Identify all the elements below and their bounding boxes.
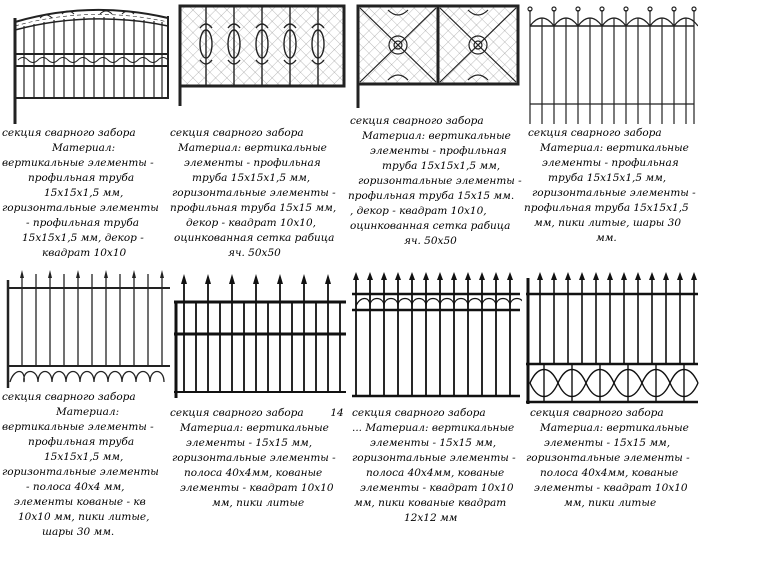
caption-line: 15х15х1,5 мм, [44,187,124,199]
caption-line: шары 30 мм. [42,526,115,538]
caption-line: оцинкованная сетка рабица [350,220,511,232]
caption-line: Материал: [52,142,116,154]
caption-line: Материал: вертикальные [180,422,329,434]
caption-line: , декор - квадрат 10х10, [350,205,487,217]
fence-6-drawing [172,272,348,400]
caption-line: вертикальные элементы - [2,157,154,169]
caption-line: квадрат 10х10 [42,247,127,259]
fence-1-drawing [10,4,172,126]
caption-line: секция сварного забора [530,407,664,419]
caption-line: вертикальные элементы - [2,421,154,433]
caption-line: элементы - квадрат 10х10 [534,482,688,494]
caption-line: Материал: вертикальные [540,422,689,434]
caption-line: декор - квадрат 10х10, [186,217,316,229]
caption-line: горизонтальные элементы - [352,452,516,464]
caption-line: Материал: вертикальные [362,130,511,142]
caption-line: горизонтальные элементы - [172,187,336,199]
fence-7-drawing [350,272,522,400]
fence-2-drawing [176,4,348,108]
caption-line: профильная труба 15х15 мм, [170,202,337,214]
fence-8-drawing [524,272,700,406]
fence-1-caption [2,126,170,261]
caption-line: секция сварного забора [170,127,304,139]
caption-line: секция сварного забора [2,391,136,403]
caption-line: элементы - 15х15 мм, [544,437,671,449]
caption-line: мм, пики литые [564,497,657,509]
caption-line: горизонтальные элементы [2,202,159,214]
caption-line: яч. 50х50 [404,235,457,247]
fence-5-drawing [4,270,172,392]
caption-line: мм, пики литые, шары 30 [534,217,682,229]
fence-2-caption [170,126,350,261]
caption-line: Материал: вертикальные [540,142,689,154]
caption-line: элементы кованые - кв [14,496,146,508]
caption-line: секция сварного забора [528,127,662,139]
caption-line: - профильная труба [26,217,139,229]
fence-4-drawing [522,4,698,126]
caption-line: горизонтальные элементы - [532,187,696,199]
fence-4-caption [524,126,704,246]
fence-3-drawing [352,2,522,110]
caption-line: Материал: вертикальные [178,142,327,154]
caption-line: элементы - профильная [542,157,679,169]
caption-line: яч. 50х50 [228,247,281,259]
caption-line: 10х10 мм, пики литые, [18,511,150,523]
caption-line: горизонтальные элементы - [172,452,336,464]
caption-line: элементы - профильная [184,157,321,169]
caption-line: полоса 40х4мм, кованые [366,467,505,479]
caption-line: ... Материал: вертикальные [352,422,515,434]
fence-8-caption [524,406,704,511]
caption-line: полоса 40х4мм, кованые [184,467,323,479]
caption-line: элементы - профильная [370,145,507,157]
caption-line: профильная труба 15х15х1,5 [524,202,689,214]
fence-5-caption [2,390,170,540]
caption-line: труба 15х15х1,5 мм, [548,172,667,184]
caption-line: 15х15х1,5 мм, [44,451,124,463]
caption-line: оцинкованная сетка рабица [174,232,335,244]
caption-line: полоса 40х4мм, кованые [540,467,679,479]
caption-line: горизонтальные элементы - [526,452,690,464]
caption-line: секция сварного забора [352,407,486,419]
caption-line: мм, пики кованые квадрат [354,497,507,509]
fence-7-caption [348,406,524,526]
caption-line: профильная труба [28,172,135,184]
caption-line: 15х15х1,5 мм, декор - [22,232,144,244]
caption-line: профильная труба [28,436,135,448]
caption-line: элементы - 15х15 мм, [186,437,313,449]
caption-line: труба 15х15х1,5 мм, [192,172,311,184]
caption-line: горизонтальные элементы [2,466,159,478]
fence-6-caption [170,406,350,511]
caption-line: 12х12 мм [404,512,458,524]
caption-line: мм, пики литые [212,497,305,509]
caption-line: секция сварного забора [350,115,484,127]
caption-line: секция сварного забора 14 [170,407,344,419]
caption-line: элементы - 15х15 мм, [370,437,497,449]
caption-line: профильная труба 15х15 мм. [348,190,515,202]
caption-line: секция сварного забора [2,127,136,139]
caption-line: горизонтальные элементы - [358,175,522,187]
caption-line: мм. [596,232,617,244]
caption-line: труба 15х15х1,5 мм, [382,160,501,172]
caption-line: элементы - квадрат 10х10 [180,482,334,494]
fence-3-caption [348,114,524,249]
caption-line: - полоса 40х4 мм, [26,481,125,493]
caption-line: Материал: [56,406,120,418]
caption-line: элементы - квадрат 10х10 [360,482,514,494]
